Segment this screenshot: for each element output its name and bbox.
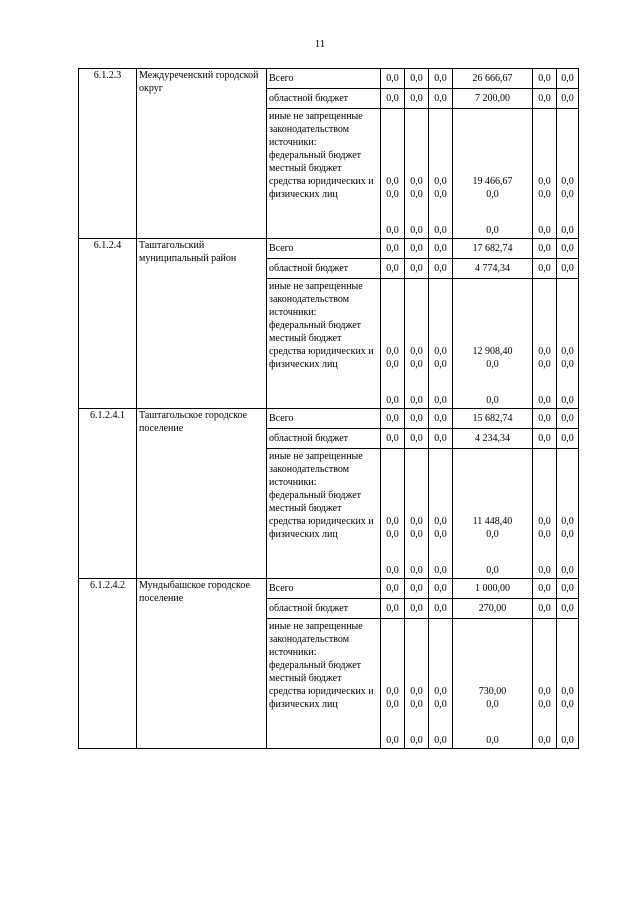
value-cell: 0,0 bbox=[381, 259, 405, 279]
value-cell: 0,0 bbox=[405, 429, 429, 449]
page-number: 11 bbox=[314, 38, 326, 50]
value-cell: 0,0 bbox=[557, 429, 579, 449]
table-row bbox=[79, 409, 579, 429]
source-label-other bbox=[267, 279, 381, 409]
value-cell-group bbox=[381, 279, 405, 409]
value-cell: 0,0 bbox=[533, 409, 557, 429]
item-name: Мундыбашское городское поселение bbox=[137, 579, 267, 749]
value-federal: 11 448,40 bbox=[472, 516, 513, 527]
source-label-legal: средства юридических и физических лиц bbox=[269, 176, 374, 200]
source-label-local: местный бюджет bbox=[269, 163, 342, 174]
source-label-federal: федеральный бюджет bbox=[269, 150, 362, 161]
value-legal: 0,0 bbox=[561, 225, 574, 236]
value-cell: 0,0 bbox=[429, 409, 453, 429]
value-cell-group bbox=[557, 279, 579, 409]
source-label-local: местный бюджет bbox=[269, 333, 342, 344]
value-legal: 0,0 bbox=[561, 395, 574, 406]
value-legal: 0,0 bbox=[561, 565, 574, 576]
source-label-total: Всего bbox=[267, 69, 381, 89]
value-local: 0,0 bbox=[538, 699, 551, 710]
value-legal: 0,0 bbox=[434, 395, 447, 406]
value-cell: 0,0 bbox=[381, 239, 405, 259]
value-cell: 0,0 bbox=[381, 89, 405, 109]
value-cell: 270,00 bbox=[453, 599, 533, 619]
value-federal: 0,0 bbox=[410, 686, 423, 697]
value-legal: 0,0 bbox=[386, 225, 399, 236]
value-cell-group bbox=[429, 619, 453, 749]
value-cell: 0,0 bbox=[557, 259, 579, 279]
value-legal: 0,0 bbox=[410, 225, 423, 236]
item-code: 6.1.2.4.2 bbox=[79, 579, 137, 749]
value-cell-group bbox=[405, 449, 429, 579]
source-label-legal: средства юридических и физических лиц bbox=[269, 516, 374, 540]
value-legal: 0,0 bbox=[410, 735, 423, 746]
value-cell: 0,0 bbox=[533, 599, 557, 619]
value-cell-group bbox=[557, 619, 579, 749]
source-label-local: местный бюджет bbox=[269, 673, 342, 684]
value-cell: 7 200,00 bbox=[453, 89, 533, 109]
value-federal: 0,0 bbox=[561, 686, 574, 697]
value-legal: 0,0 bbox=[434, 565, 447, 576]
value-cell-group bbox=[533, 279, 557, 409]
value-legal: 0,0 bbox=[386, 735, 399, 746]
value-local: 0,0 bbox=[561, 529, 574, 540]
value-cell: 26 666,67 bbox=[453, 69, 533, 89]
value-cell: 0,0 bbox=[429, 599, 453, 619]
source-label-other bbox=[267, 619, 381, 749]
value-federal: 0,0 bbox=[538, 346, 551, 357]
value-cell-group bbox=[429, 109, 453, 239]
value-cell-group bbox=[405, 109, 429, 239]
value-legal: 0,0 bbox=[538, 735, 551, 746]
value-cell: 17 682,74 bbox=[453, 239, 533, 259]
value-cell-group bbox=[453, 109, 533, 239]
value-cell-group bbox=[557, 109, 579, 239]
value-local: 0,0 bbox=[410, 529, 423, 540]
value-local: 0,0 bbox=[561, 699, 574, 710]
value-legal: 0,0 bbox=[561, 735, 574, 746]
value-cell: 4 234,34 bbox=[453, 429, 533, 449]
source-label-main: иные не запрещенные законодательством источники: bbox=[269, 281, 363, 318]
value-legal: 0,0 bbox=[486, 395, 499, 406]
value-federal: 0,0 bbox=[538, 686, 551, 697]
value-federal: 0,0 bbox=[410, 346, 423, 357]
value-local: 0,0 bbox=[486, 189, 499, 200]
value-legal: 0,0 bbox=[486, 225, 499, 236]
value-cell: 0,0 bbox=[381, 429, 405, 449]
value-cell-group bbox=[453, 449, 533, 579]
value-cell: 0,0 bbox=[405, 69, 429, 89]
value-cell-group bbox=[533, 619, 557, 749]
source-label-other bbox=[267, 449, 381, 579]
source-label-total: Всего bbox=[267, 409, 381, 429]
source-label-legal: средства юридических и физических лиц bbox=[269, 686, 374, 710]
value-local: 0,0 bbox=[386, 189, 399, 200]
value-federal: 730,00 bbox=[478, 686, 507, 697]
value-local: 0,0 bbox=[386, 699, 399, 710]
value-cell: 0,0 bbox=[557, 239, 579, 259]
value-cell: 0,0 bbox=[405, 239, 429, 259]
source-label-legal: средства юридических и физических лиц bbox=[269, 346, 374, 370]
value-cell: 0,0 bbox=[429, 69, 453, 89]
value-cell: 0,0 bbox=[533, 579, 557, 599]
value-local: 0,0 bbox=[561, 359, 574, 370]
value-cell: 4 774,34 bbox=[453, 259, 533, 279]
value-local: 0,0 bbox=[434, 529, 447, 540]
item-name: Таштагольский муниципальный район bbox=[137, 239, 267, 409]
value-federal: 0,0 bbox=[386, 686, 399, 697]
value-local: 0,0 bbox=[538, 189, 551, 200]
value-local: 0,0 bbox=[386, 359, 399, 370]
value-legal: 0,0 bbox=[538, 565, 551, 576]
value-cell: 0,0 bbox=[429, 429, 453, 449]
table-row bbox=[79, 579, 579, 599]
value-cell-group bbox=[405, 619, 429, 749]
value-federal: 19 466,67 bbox=[472, 176, 513, 187]
value-federal: 0,0 bbox=[386, 176, 399, 187]
value-federal: 0,0 bbox=[434, 346, 447, 357]
item-name: Междуреченский городской округ bbox=[137, 69, 267, 239]
value-federal: 0,0 bbox=[561, 176, 574, 187]
source-label-main: иные не запрещенные законодательством источники: bbox=[269, 451, 363, 488]
value-cell: 0,0 bbox=[533, 259, 557, 279]
value-local: 0,0 bbox=[410, 359, 423, 370]
value-federal: 0,0 bbox=[410, 516, 423, 527]
value-local: 0,0 bbox=[434, 359, 447, 370]
value-cell-group bbox=[453, 279, 533, 409]
value-federal: 0,0 bbox=[386, 346, 399, 357]
source-label-regional: областной бюджет bbox=[267, 429, 381, 449]
value-local: 0,0 bbox=[486, 359, 499, 370]
value-legal: 0,0 bbox=[486, 565, 499, 576]
source-label-regional: областной бюджет bbox=[267, 89, 381, 109]
value-cell-group bbox=[381, 619, 405, 749]
value-cell-group bbox=[453, 619, 533, 749]
value-cell-group bbox=[381, 449, 405, 579]
value-cell: 0,0 bbox=[429, 579, 453, 599]
value-local: 0,0 bbox=[434, 699, 447, 710]
value-federal: 0,0 bbox=[538, 516, 551, 527]
value-cell-group bbox=[429, 279, 453, 409]
value-cell: 0,0 bbox=[533, 89, 557, 109]
value-cell: 1 000,00 bbox=[453, 579, 533, 599]
value-cell: 0,0 bbox=[533, 429, 557, 449]
value-legal: 0,0 bbox=[538, 395, 551, 406]
value-federal: 0,0 bbox=[561, 516, 574, 527]
item-code: 6.1.2.4 bbox=[79, 239, 137, 409]
value-cell: 0,0 bbox=[429, 259, 453, 279]
value-legal: 0,0 bbox=[434, 225, 447, 236]
value-cell-group bbox=[533, 449, 557, 579]
table-row bbox=[79, 69, 579, 89]
value-local: 0,0 bbox=[486, 529, 499, 540]
value-cell: 0,0 bbox=[381, 409, 405, 429]
value-cell: 0,0 bbox=[557, 89, 579, 109]
value-federal: 0,0 bbox=[538, 176, 551, 187]
value-legal: 0,0 bbox=[486, 735, 499, 746]
source-label-federal: федеральный бюджет bbox=[269, 490, 362, 501]
value-cell: 0,0 bbox=[557, 579, 579, 599]
value-local: 0,0 bbox=[434, 189, 447, 200]
value-local: 0,0 bbox=[538, 359, 551, 370]
value-legal: 0,0 bbox=[410, 395, 423, 406]
value-federal: 0,0 bbox=[386, 516, 399, 527]
value-cell: 0,0 bbox=[381, 599, 405, 619]
value-cell: 0,0 bbox=[557, 599, 579, 619]
value-federal: 0,0 bbox=[410, 176, 423, 187]
value-cell: 0,0 bbox=[533, 69, 557, 89]
source-label-other bbox=[267, 109, 381, 239]
item-code: 6.1.2.3 bbox=[79, 69, 137, 239]
source-label-total: Всего bbox=[267, 579, 381, 599]
value-cell: 0,0 bbox=[429, 89, 453, 109]
source-label-main: иные не запрещенные законодательством источники: bbox=[269, 621, 363, 658]
value-federal: 0,0 bbox=[434, 176, 447, 187]
item-name: Таштагольское городское поселение bbox=[137, 409, 267, 579]
value-local: 0,0 bbox=[386, 529, 399, 540]
value-cell: 15 682,74 bbox=[453, 409, 533, 429]
value-cell-group bbox=[405, 279, 429, 409]
source-label-federal: федеральный бюджет bbox=[269, 320, 362, 331]
value-cell-group bbox=[429, 449, 453, 579]
value-cell: 0,0 bbox=[405, 409, 429, 429]
value-cell: 0,0 bbox=[557, 409, 579, 429]
value-legal: 0,0 bbox=[410, 565, 423, 576]
value-cell: 0,0 bbox=[405, 89, 429, 109]
table-row bbox=[79, 239, 579, 259]
value-cell: 0,0 bbox=[533, 239, 557, 259]
source-label-regional: областной бюджет bbox=[267, 599, 381, 619]
value-legal: 0,0 bbox=[386, 395, 399, 406]
value-federal: 0,0 bbox=[434, 686, 447, 697]
value-legal: 0,0 bbox=[386, 565, 399, 576]
source-label-local: местный бюджет bbox=[269, 503, 342, 514]
value-legal: 0,0 bbox=[538, 225, 551, 236]
funding-table bbox=[78, 68, 579, 749]
value-federal: 0,0 bbox=[434, 516, 447, 527]
source-label-total: Всего bbox=[267, 239, 381, 259]
value-local: 0,0 bbox=[410, 699, 423, 710]
value-legal: 0,0 bbox=[434, 735, 447, 746]
value-cell: 0,0 bbox=[405, 579, 429, 599]
item-code: 6.1.2.4.1 bbox=[79, 409, 137, 579]
value-cell: 0,0 bbox=[381, 69, 405, 89]
value-cell: 0,0 bbox=[557, 69, 579, 89]
value-cell-group bbox=[533, 109, 557, 239]
source-label-federal: федеральный бюджет bbox=[269, 660, 362, 671]
value-federal: 0,0 bbox=[561, 346, 574, 357]
value-cell: 0,0 bbox=[405, 599, 429, 619]
value-cell: 0,0 bbox=[381, 579, 405, 599]
value-cell-group bbox=[381, 109, 405, 239]
value-federal: 12 908,40 bbox=[472, 346, 513, 357]
value-local: 0,0 bbox=[486, 699, 499, 710]
value-local: 0,0 bbox=[538, 529, 551, 540]
source-label-regional: областной бюджет bbox=[267, 259, 381, 279]
value-cell: 0,0 bbox=[429, 239, 453, 259]
value-cell-group bbox=[557, 449, 579, 579]
value-local: 0,0 bbox=[410, 189, 423, 200]
value-local: 0,0 bbox=[561, 189, 574, 200]
value-cell: 0,0 bbox=[405, 259, 429, 279]
source-label-main: иные не запрещенные законодательством источники: bbox=[269, 111, 363, 148]
